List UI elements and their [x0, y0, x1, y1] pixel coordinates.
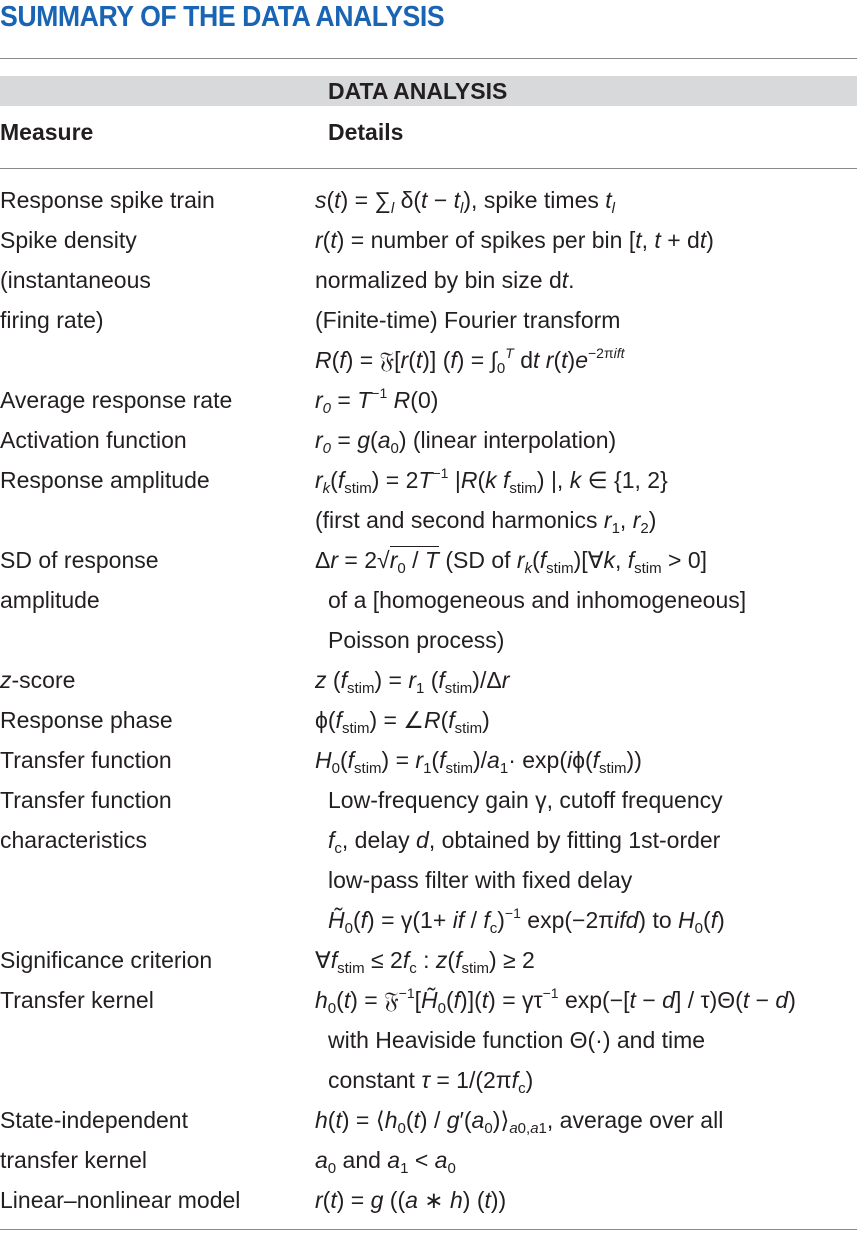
detail-cell: with Heaviside function Θ(·) and time	[328, 1027, 706, 1053]
table-row	[0, 820, 857, 860]
measure-cell: Response phase	[0, 707, 173, 733]
detail-cell: constant $\tau = 1/(2\pi f_c)$	[328, 1067, 534, 1097]
table-row	[0, 1180, 857, 1220]
detail-cell: of a [homogeneous and inhomogeneous]	[328, 587, 747, 613]
measure-cell: characteristics	[0, 827, 147, 853]
table-row	[0, 380, 857, 420]
detail-cell: (Finite-time) Fourier transform	[315, 307, 621, 333]
measure-cell: Transfer function	[0, 747, 172, 773]
column-header-measure: Measure	[0, 119, 94, 145]
table-row	[0, 500, 857, 540]
measure-cell: Activation function	[0, 427, 187, 453]
detail-cell: normalized by bin size dt.	[315, 267, 575, 293]
measure-cell: Response spike train	[0, 187, 215, 213]
detail-cell: $a_0$ and $a_1 < a_0$	[315, 1147, 456, 1177]
table-row	[0, 740, 857, 780]
detail-cell: R(f) = 𝔉[r(t)] $(f) = \int_0^T$ dt $r(t)e^{-2\pi ift}$	[315, 345, 625, 377]
table-row	[0, 1100, 857, 1140]
measure-cell: transfer kernel	[0, 1147, 148, 1173]
detail-cell: $r_k(f_{stim}) = 2T^{-1}$ |R(k $f_{stim}$) |, k ∈ {1, 2}	[315, 465, 668, 497]
table-row	[0, 620, 857, 660]
measure-cell: Average response rate	[0, 387, 233, 413]
table-row	[0, 900, 857, 940]
table-row	[0, 940, 857, 980]
bottom-rule	[0, 1229, 857, 1230]
detail-cell: $\forall f_{stim} \le 2f_c$ : $z(f_{stim}) \ge 2$	[315, 947, 535, 977]
table-row	[0, 420, 857, 460]
detail-cell: (first and second harmonics $r_1$, $r_2$)	[315, 507, 657, 537]
detail-cell: r(t) = number of spikes per bin [t, t + dt)	[315, 227, 714, 253]
table-row	[0, 980, 857, 1020]
page-title: SUMMARY OF THE DATA ANALYSIS	[0, 1, 445, 33]
table-row	[0, 220, 857, 260]
table-row	[0, 860, 857, 900]
detail-cell: Low-frequency gain γ, cutoff frequency	[328, 787, 723, 813]
detail-cell: z $(f_{stim}) = r_1$ $(f_{stim})/\Delta r$	[315, 667, 510, 697]
measure-cell: z-score	[0, 667, 76, 693]
table-row	[0, 780, 857, 820]
detail-cell: $\phi(f_{stim})$ = $\angle R(f_{stim})$	[315, 707, 490, 737]
detail-cell: $H_0(f_{stim}) = r_1(f_{stim})/a_1\cdot \exp(i\phi(f_{stim}))$	[315, 747, 642, 777]
table-row	[0, 260, 857, 300]
detail-cell: $h(t) = ⟨h_0(t)$ / $g'(a_0)⟩_{a0,a1}$, average over all	[315, 1107, 724, 1137]
table-row	[0, 1020, 857, 1060]
measure-cell: (instantaneous	[0, 267, 151, 293]
table-row	[0, 660, 857, 700]
table-row	[0, 540, 857, 580]
detail-cell: $H̃_0(f) = \gamma(1+$ if / $f_c)^{-1}$ exp(−2πifd) to $H_0(f)$	[328, 905, 725, 937]
table-row	[0, 700, 857, 740]
table-row	[0, 460, 857, 500]
table-row	[0, 1140, 857, 1180]
detail-cell: $\Delta r = 2√r_0 / T$ (SD of $r_k(f_{stim})[\forall k$, $f_{stim} > 0$]	[315, 547, 708, 577]
detail-cell: Poisson process)	[328, 627, 505, 653]
table-row	[0, 300, 857, 340]
measure-cell: Spike density	[0, 227, 137, 253]
column-header-details: Details	[328, 119, 404, 145]
measure-cell: Transfer kernel	[0, 987, 154, 1013]
measure-cell: amplitude	[0, 587, 100, 613]
measure-cell: firing rate)	[0, 307, 104, 333]
detail-cell: $h_0(t)$ = $𝔉^{-1}[H̃_0(f)](t) = \gamma\tau^{-1}$ exp(−[t − d] / τ)Θ(t − d)	[315, 985, 796, 1017]
top-rule	[0, 58, 857, 59]
measure-cell: SD of response	[0, 547, 159, 573]
detail-cell: $r_0 = g(a_0)$ (linear interpolation)	[315, 427, 617, 457]
measure-cell: Significance criterion	[0, 947, 213, 973]
measure-cell: State-independent	[0, 1107, 188, 1133]
table-row	[0, 1060, 857, 1100]
table-row	[0, 580, 857, 620]
header-rule	[0, 168, 857, 169]
measure-cell: Linear–nonlinear model	[0, 1187, 241, 1213]
measure-cell: Transfer function	[0, 787, 172, 813]
detail-cell: r(t) = g ((a ∗ h) (t))	[315, 1187, 507, 1213]
detail-cell: $f_c$, delay d, obtained by fitting 1st-order	[328, 827, 721, 857]
table-row	[0, 340, 857, 380]
section-header: DATA ANALYSIS	[328, 78, 508, 104]
detail-cell: $s(t) = \sum_l$ $\delta(t - t_l)$, spike times $t_l$	[315, 187, 615, 217]
detail-cell: low-pass filter with fixed delay	[328, 867, 633, 893]
table-row	[0, 180, 857, 220]
measure-cell: Response amplitude	[0, 467, 210, 493]
detail-cell: $r_0 = T^{-1}$ R(0)	[315, 385, 439, 417]
